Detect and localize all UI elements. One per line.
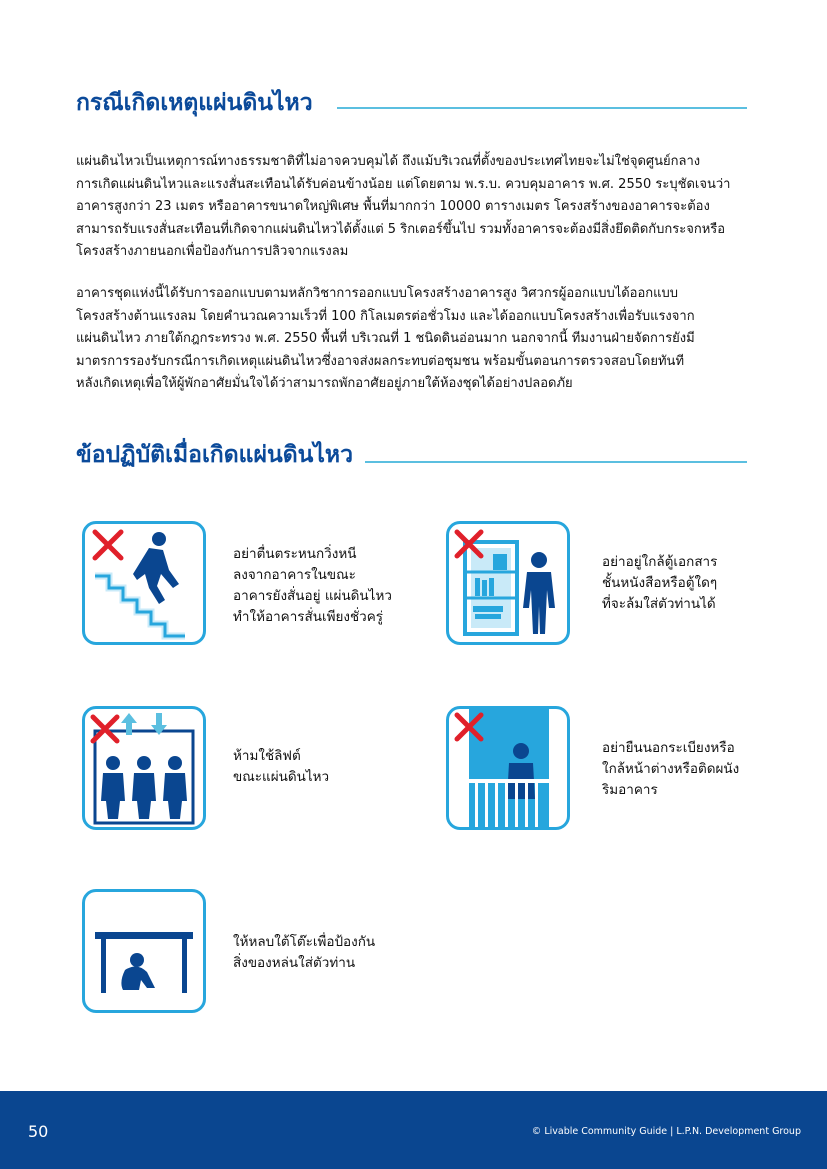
- caption-line: ที่จะล้มใส่ตัวท่านได้: [602, 596, 716, 612]
- tip-caption: [233, 746, 329, 788]
- paragraph-line: แผ่นดินไหวเป็นเหตุการณ์ทางธรรมชาติที่ไม่อาจควบคุมได้ ถึงแม้บริเวณที่ตั้งของประเทศไทยจะไม่ใช่จุดศูนย์กลาง: [76, 154, 701, 169]
- section-title-earthquake: กรณีเกิดเหตุแผ่นดินไหว: [76, 90, 313, 116]
- hide-under-table-icon: [82, 889, 206, 1013]
- stairs-running-prohibited-icon: [82, 521, 206, 645]
- caption-line: ลงจากอาคารในขณะ: [233, 567, 356, 583]
- caption-line: อย่ายืนนอกระเบียงหรือ: [602, 740, 735, 756]
- caption-line: อย่าตื่นตระหนกวิ่งหนี: [233, 546, 357, 562]
- caption-line: ชั้นหนังสือหรือตู้ใดๆ: [602, 575, 718, 591]
- paragraph-line: สามารถรับแรงสั่นสะเทือนที่เกิดจากแผ่นดินไหวได้ตั้งแต่ 5 ริกเตอร์ขึ้นไป รวมทั้งอาคารจะต้องมีสิ่งยึดติดกับกระจกหรือ: [76, 221, 726, 237]
- caption-line: สิ่งของหล่นใส่ตัวท่าน: [233, 955, 356, 971]
- paragraph-line: อาคารชุดแห่งนี้ได้รับการออกแบบตามหลักวิชาการออกแบบโครงสร้างอาคารสูง วิศวกรผู้ออกแบบได้ออกแบบ: [76, 286, 679, 301]
- paragraph-line: แผ่นดินไหว ภายใต้กฎกระทรวง พ.ศ. 2550 พื้นที่ บริเวณที่ 1 ชนิดดินอ่อนมาก นอกจากนี้ ทีมงานฝ่ายจัดการยังมี: [76, 331, 695, 347]
- elevator-prohibited-icon: [82, 706, 206, 830]
- tip-caption: [602, 738, 739, 801]
- section-title-guidelines: ข้อปฏิบัติเมื่อเกิดแผ่นดินไหว: [76, 442, 353, 468]
- title-rule: [365, 461, 747, 463]
- tip-caption: [233, 932, 375, 974]
- paragraph-intro: [76, 151, 756, 264]
- paragraph-line: มาตรการรองรับกรณีการเกิดเหตุแผ่นดินไหวซึ่งอาจส่งผลกระทบต่อชุมชน พร้อมขั้นตอนการตรวจสอบโดยทันที: [76, 353, 685, 369]
- caption-line: ริมอาคาร: [602, 782, 658, 798]
- caption-line: ทำให้อาคารสั่นเพียงชั่วครู่: [233, 609, 384, 625]
- caption-line: อาคารยังสั่นอยู่ แผ่นดินไหว: [233, 588, 392, 604]
- tip-caption: [602, 552, 717, 615]
- paragraph-line: การเกิดแผ่นดินไหวและแรงสั่นสะเทือนได้รับค่อนข้างน้อย แต่โดยตาม พ.ร.บ. ควบคุมอาคาร พ.ศ. 2550 ระบุชัดเจนว่า: [76, 176, 731, 192]
- caption-line: ให้หลบใต้โต๊ะเพื่อป้องกัน: [233, 934, 376, 950]
- balcony-window-prohibited-icon: [446, 706, 570, 830]
- paragraph-line: หลังเกิดเหตุเพื่อให้ผู้พักอาศัยมั่นใจได้ว่าสามารถพักอาศัยอยู่ภายใต้ห้องชุดได้อย่างปลอดภัย: [76, 376, 573, 392]
- page-number: 50: [28, 1122, 49, 1141]
- caption-line: ใกล้หน้าต่างหรือติดผนัง: [602, 761, 740, 777]
- caption-line: อย่าอยู่ใกล้ตู้เอกสาร: [602, 554, 718, 570]
- title-rule: [337, 107, 747, 109]
- paragraph-line: โครงสร้างต้านแรงลม โดยคำนวณความเร็วที่ 100 กิโลเมตรต่อชั่วโมง และได้ออกแบบโครงสร้างเพื่อรับแรงจาก: [76, 308, 695, 324]
- paragraph-line: โครงสร้างภายนอกเพื่อป้องกันการปลิวจากแรงลม: [76, 244, 349, 260]
- footer-credit: © Livable Community Guide | L.P.N. Development Group: [531, 1126, 801, 1137]
- paragraph-line: อาคารสูงกว่า 23 เมตร หรืออาคารขนาดใหญ่พิเศษ พื้นที่มากกว่า 10000 ตารางเมตร โครงสร้างของอาคารจะต้อง: [76, 199, 710, 215]
- tip-caption: [233, 544, 392, 628]
- caption-line: ห้ามใช้ลิฟต์: [233, 748, 301, 764]
- caption-line: ขณะแผ่นดินไหว: [233, 769, 330, 785]
- paragraph-building-design: [76, 283, 756, 396]
- bookshelf-prohibited-icon: [446, 521, 570, 645]
